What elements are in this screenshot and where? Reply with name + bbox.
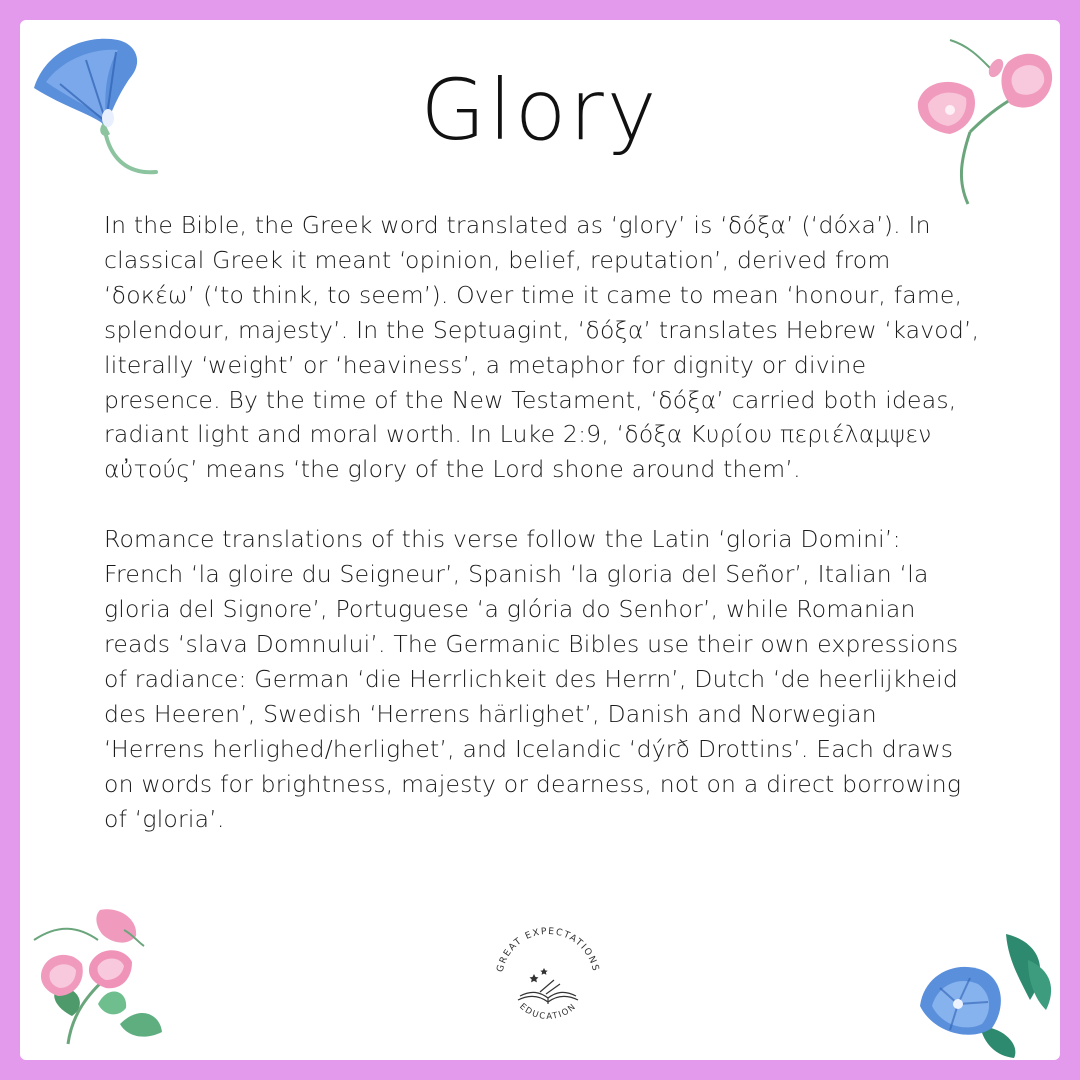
open-book-icon xyxy=(518,980,578,1004)
great-expectations-logo xyxy=(488,918,608,1038)
paragraph-translations: Romance translations of this verse follow the Latin ‘gloria Domini’: French ‘la gloire du Seigneur’, Spanish ‘la gloria del Señor’, Italian ‘la gloria del Signore’, Portuguese ‘a glória do Senhor’, while Romanian reads ‘slava Domnului’. The Germanic Bibles use their own expressions of radiance: German ‘die Herrlichkeit des Herrn’, Dutch ‘de heerlijkheid des Heeren’, Swedish ‘Herrens härlighet’, Danish and Norwegian ‘Herrens herlighed/herlighet’, and Icelandic ‘dýrð Drottins’. Each draws on words for brightness, majesty or dearness, not on a direct borrowing of ‘gloria’. xyxy=(104,525,962,833)
card xyxy=(20,20,1060,1060)
logo-top-text: GREAT EXPECTATIONS xyxy=(494,925,602,974)
star-icon xyxy=(530,968,548,982)
page-title: Glory xyxy=(420,61,660,159)
logo-svg xyxy=(488,918,608,1038)
pink-morning-glory-cluster-icon xyxy=(28,904,188,1054)
paragraph-greek: In the Bible, the Greek word translated as ‘glory’ is ‘δόξα’ (‘dóxa’). In classical Greek it meant ‘opinion, belief, reputation’, derived from ‘δοκέω’ (‘to think, to seem’). Over time it came to mean ‘honour, fame, splendour, majesty’. In the Septuagint, ‘δόξα’ translates Hebrew ‘kavod’, literally ‘weight’ or ‘heaviness’, a metaphor for dignity or divine presence. By the time of the New Testament, ‘δόξα’ carried both ideas, radiant light and moral worth. In Luke 2:9, ‘δόξα Κυρίου περιέλαμψεν αὐτούς’ means ‘the glory of the Lord shone around them’. xyxy=(104,211,980,484)
blue-morning-glory-leaves-icon xyxy=(910,930,1060,1060)
article-body xyxy=(104,208,984,836)
logo-bottom-text: EDUCATION xyxy=(517,1001,579,1023)
